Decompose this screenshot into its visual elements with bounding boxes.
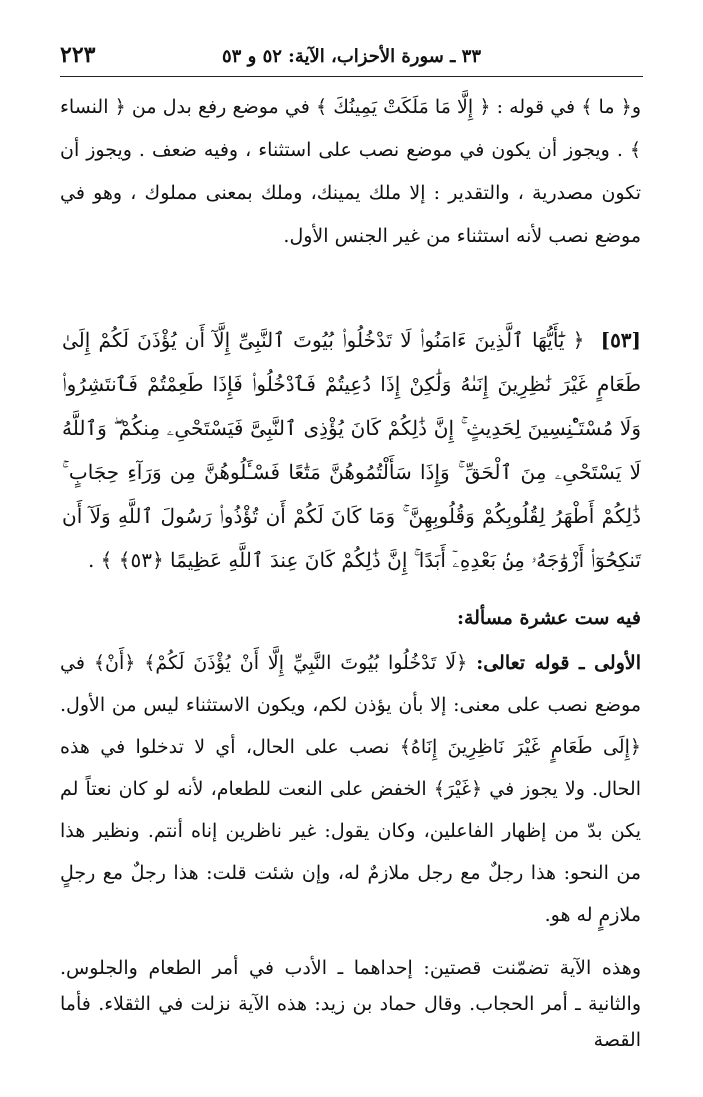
paragraph-first-issue <box>60 642 641 936</box>
paragraph-intro: و﴿ ما ﴾ في قوله : ﴿ إِلَّا مَا مَلَكَتْ يَمِينُكَ ﴾ في موضع رفع بدل من ﴿ النساء ﴾ . ويجوز أن يكون في موضع نصب على استثناء ، وفيه ضعف . ويجوز أن تكون مصدرية ، والتقدير : إلا ملك يمينك، وملك بمعنى مملوك ، وهو في موضع نصب لأنه استثناء من غير الجنس الأول. <box>60 96 641 247</box>
quran-verse-block <box>62 318 641 582</box>
page-header <box>60 36 643 77</box>
first-issue-lead: الأولى ـ قوله تعالى: <box>476 652 641 674</box>
page-number: ٢٢٣ <box>60 42 96 68</box>
verse-number: [٥٣] <box>600 328 642 352</box>
running-title: ٣٣ ـ سورة الأحزاب، الآية: ٥٢ و ٥٣ <box>221 45 482 67</box>
first-issue-text: ﴿لَا تَدْخُلُوا بُيُوتَ النَّبِيِّ إِلَّا أَنْ يُؤْذَنَ لَكُمْ﴾ ﴿أَنْ﴾ في موضع نصب على معنى: إلا بأن يؤذن لكم، ويكون الاستثناء ليس من الأول. ﴿إِلَى طَعَامٍ غَيْرَ نَاظِرِينَ إِنَاهُ﴾ نصب على الحال، أي لا تدخلوا في هذه الحال. ولا يجوز في ﴿غَيْرَ﴾ الخفض على النعت للطعام، لأنه لو كان نعتاً لم يكن بدّ من إظهار الفاعلين، وكان يقول: غير ناظرين إناه أنتم. ونظير هذا من النحو: هذا رجلٌ مع رجل ملازمٌ له، وإن شئت قلت: هذا رجلٌ مع رجلٍ ملازمٍ له هو. <box>60 652 641 926</box>
issues-count: فيه ست عشرة مسألة: <box>456 607 641 629</box>
paragraph-two-stories: وهذه الآية تضمّنت قصتين: إحداهما ـ الأدب في أمر الطعام والجلوس. والثانية ـ أمر الحجاب. وقال حماد بن زيد: هذه الآية نزلت في الثقلاء. فأما القصة <box>60 957 641 1051</box>
verse-text: ﴿ يَٰٓأَيُّهَا ٱلَّذِينَ ءَامَنُوا۟ لَا تَدْخُلُوا۟ بُيُوتَ ٱلنَّبِىِّ إِلَّآ أَن يُؤْذَنَ لَكُمْ إِلَىٰ طَعَامٍ غَيْرَ نَٰظِرِينَ إِنَىٰهُ وَلَٰكِنْ إِذَا دُعِيتُمْ فَٱدْخُلُوا۟ فَإِذَا طَعِمْتُمْ فَٱنتَشِرُوا۟ وَلَا مُسْتَـْٔنِسِينَ لِحَدِيثٍ ۚ إِنَّ ذَٰلِكُمْ كَانَ يُؤْذِى ٱلنَّبِىَّ فَيَسْتَحْىِۦ مِنكُمْ ۖ وَٱللَّهُ لَا يَسْتَحْىِۦ مِنَ ٱلْحَقِّ ۚ وَإِذَا سَأَلْتُمُوهُنَّ مَتَٰعًا فَسْـَٔلُوهُنَّ مِن وَرَآءِ حِجَابٍ ۚ ذَٰلِكُمْ أَطْهَرُ لِقُلُوبِكُمْ وَقُلُوبِهِنَّ ۚ وَمَا كَانَ لَكُمْ أَن تُؤْذُوا۟ رَسُولَ ٱللَّهِ وَلَآ أَن تَنكِحُوٓا۟ أَزْوَٰجَهُۥ مِنۢ بَعْدِهِۦٓ أَبَدًا ۚ إِنَّ ذَٰلِكُمْ كَانَ عِندَ ٱللَّهِ عَظِيمًا ﴿٥٣﴾ ﴾ . <box>62 328 641 572</box>
